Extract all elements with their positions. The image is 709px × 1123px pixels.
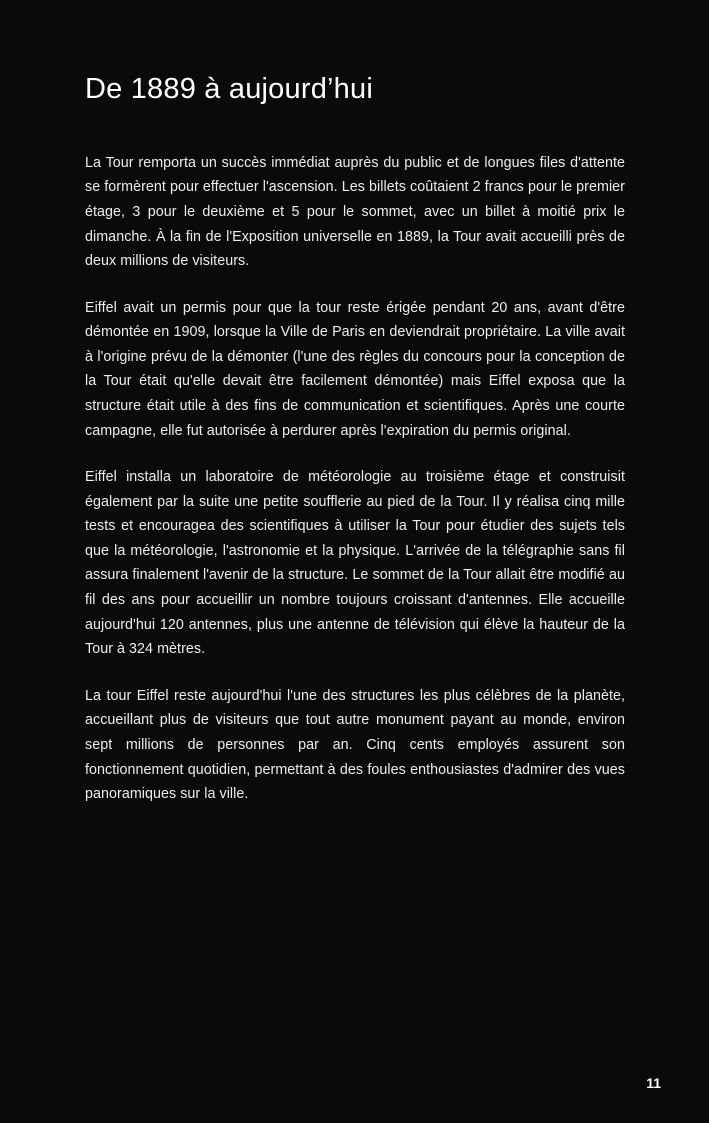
body-paragraph: Eiffel avait un permis pour que la tour reste érigée pendant 20 ans, avant d'être démontée en 1909, lorsque la Ville de Paris en deviendrait propriétaire. La ville avait à l'origine prévu de la démonter (l'une des règles du concours pour la conception de la Tour était qu'elle devait être facilement démontée) mais Eiffel exposa que la structure était utile à des fins de communication et scientifiques. Après une courte campagne, elle fut autorisée à perdurer après l'expiration du permis original. bbox=[85, 299, 625, 439]
body-paragraph: Eiffel installa un laboratoire de météorologie au troisième étage et construisit également par la suite une petite soufflerie au pied de la Tour. Il y réalisa cinq mille tests et encouragea des scientifiques à utiliser la Tour pour étudier des sujets tels que la météorologie, l'astronomie et la physique. L'arrivée de la télégraphie sans fil assura finalement l'avenir de la structure. Le sommet de la Tour allait être modifié au fil des ans pour accueillir un nombre toujours croissant d'antennes. Elle accueille aujourd'hui 120 antennes, plus une antenne de télévision qui élève la hauteur de la Tour à 324 mètres. bbox=[85, 469, 625, 658]
body-paragraph: La Tour remporta un succès immédiat auprès du public et de longues files d'attente se formèrent pour effectuer l'ascension. Les billets coûtaient 2 francs pour le premier étage, 3 pour le deuxième et 5 pour le sommet, avec un billet à moitié prix le dimanche. À la fin de l'Exposition universelle en 1889, la Tour avait accueilli près de deux millions de visiteurs. bbox=[85, 154, 625, 270]
page-content bbox=[85, 72, 625, 807]
page-title: De 1889 à aujourd’hui bbox=[85, 73, 373, 105]
page-number: 11 bbox=[646, 1075, 661, 1091]
body-paragraph: La tour Eiffel reste aujourd'hui l'une des structures les plus célèbres de la planète, accueillant plus de visiteurs que tout autre monument payant au monde, environ sept millions de personnes par an. Cinq cents employés assurent son fonctionnement quotidien, permettant à des foules enthousiastes d'admirer des vues panoramiques sur la ville. bbox=[85, 687, 625, 803]
